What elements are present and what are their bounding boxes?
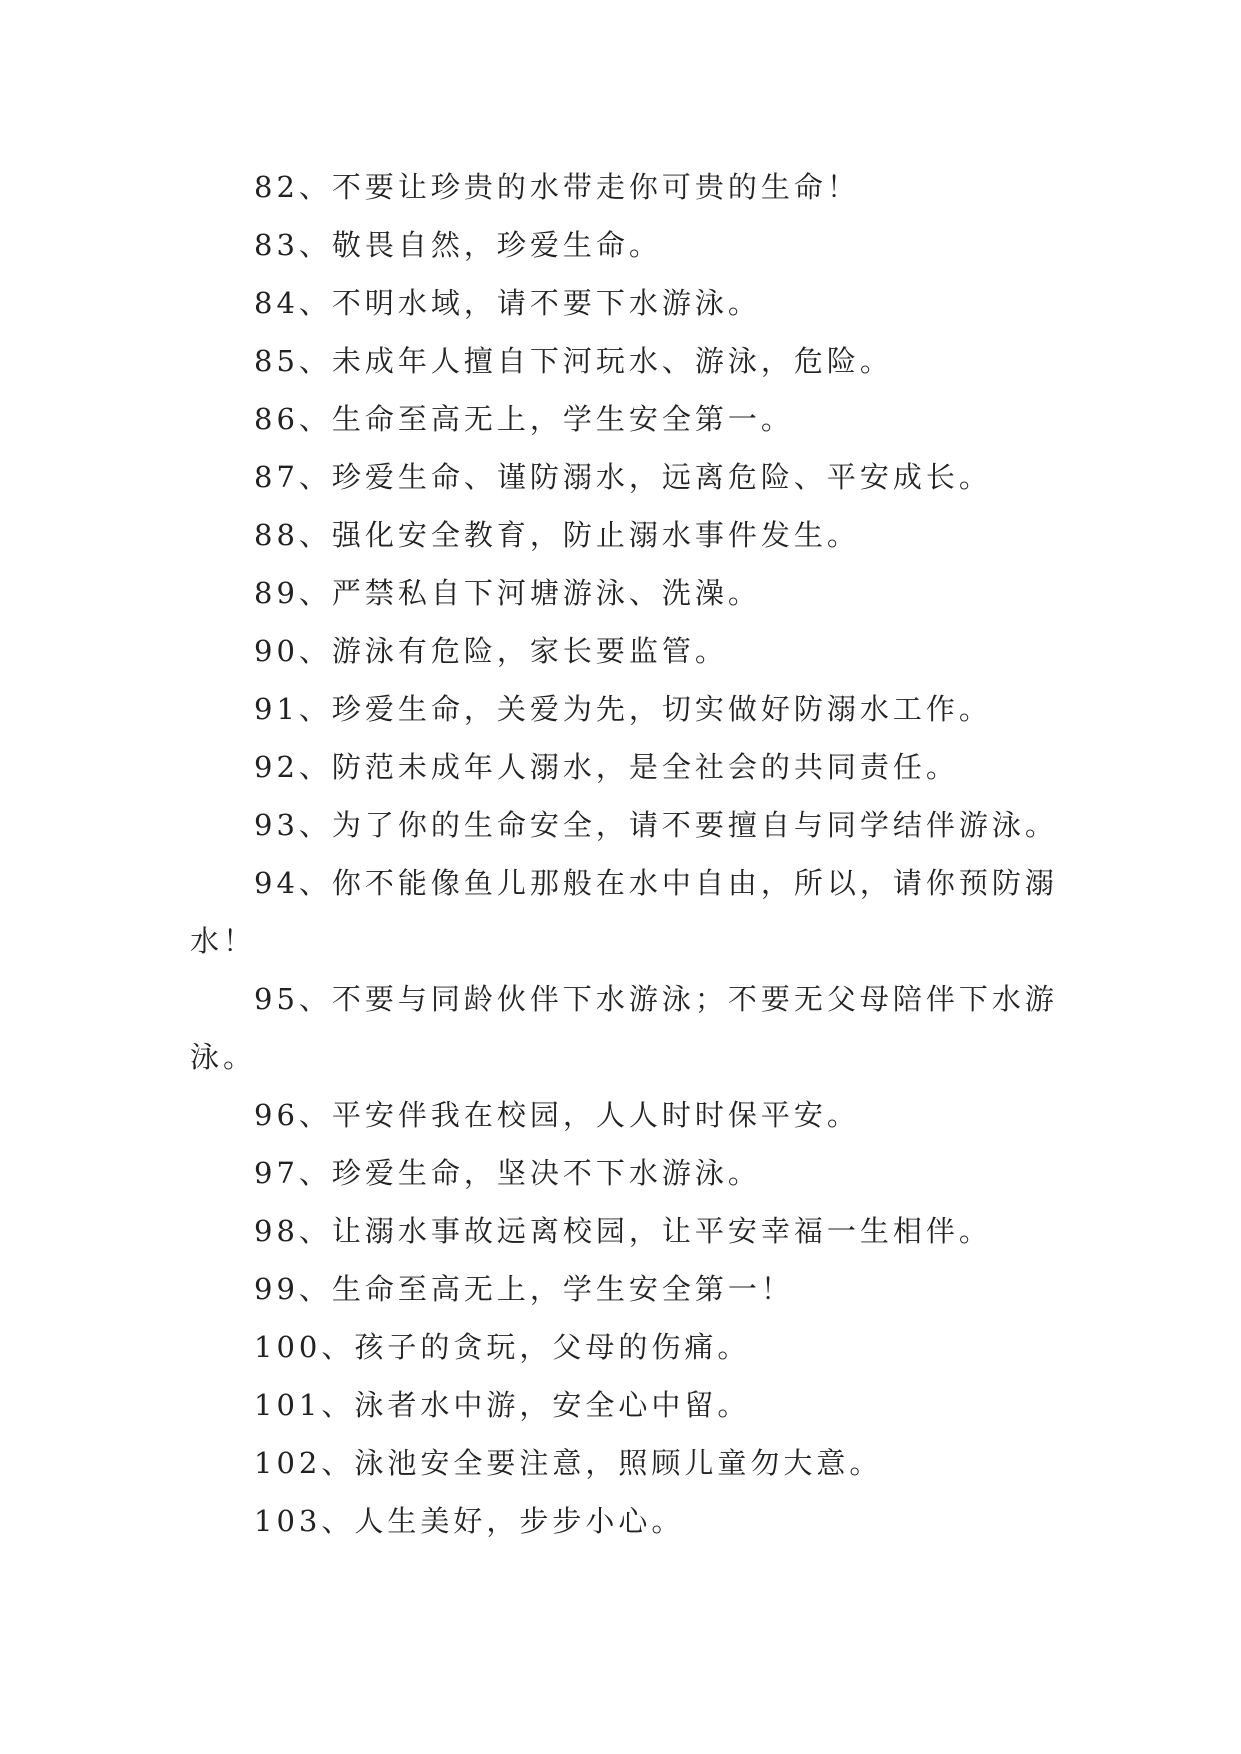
list-item: 82、不要让珍贵的水带走你可贵的生命！	[254, 170, 860, 204]
list-item: 96、平安伴我在校园，人人时时保平安。	[254, 1098, 860, 1132]
list-item: 102、泳池安全要注意，照顾儿童勿大意。	[254, 1446, 883, 1480]
list-item: 91、珍爱生命，关爱为先，切实做好防溺水工作。	[254, 692, 992, 726]
list-item: 101、泳者水中游，安全心中留。	[254, 1388, 751, 1422]
list-item: 103、人生美好，步步小心。	[254, 1504, 685, 1538]
list-item: 99、生命至高无上，学生安全第一！	[254, 1272, 794, 1306]
list-item: 84、不明水域，请不要下水游泳。	[254, 286, 761, 320]
list-item: 88、强化安全教育，防止溺水事件发生。	[254, 518, 860, 552]
list-item: 87、珍爱生命、谨防溺水，远离危险、平安成长。	[254, 460, 992, 494]
list-item: 97、珍爱生命，坚决不下水游泳。	[254, 1156, 761, 1190]
list-item: 86、生命至高无上，学生安全第一。	[254, 402, 794, 436]
list-item: 90、游泳有危险，家长要监管。	[254, 634, 728, 668]
slogan-list	[190, 158, 1060, 1550]
list-item: 100、孩子的贪玩，父母的伤痛。	[254, 1330, 751, 1364]
list-item: 83、敬畏自然，珍爱生命。	[254, 228, 662, 262]
list-item: 89、严禁私自下河塘游泳、洗澡。	[254, 576, 761, 610]
list-item: 85、未成年人擅自下河玩水、游泳，危险。	[254, 344, 893, 378]
list-item: 92、防范未成年人溺水，是全社会的共同责任。	[254, 750, 959, 784]
list-item: 93、为了你的生命安全，请不要擅自与同学结伴游泳。	[254, 808, 1058, 842]
list-item: 98、让溺水事故远离校园，让平安幸福一生相伴。	[254, 1214, 992, 1248]
list-item: 94、你不能像鱼儿那般在水中自由，所以，请你预防溺水！	[190, 866, 1058, 958]
list-item: 95、不要与同龄伙伴下水游泳；不要无父母陪伴下水游泳。	[190, 982, 1058, 1074]
